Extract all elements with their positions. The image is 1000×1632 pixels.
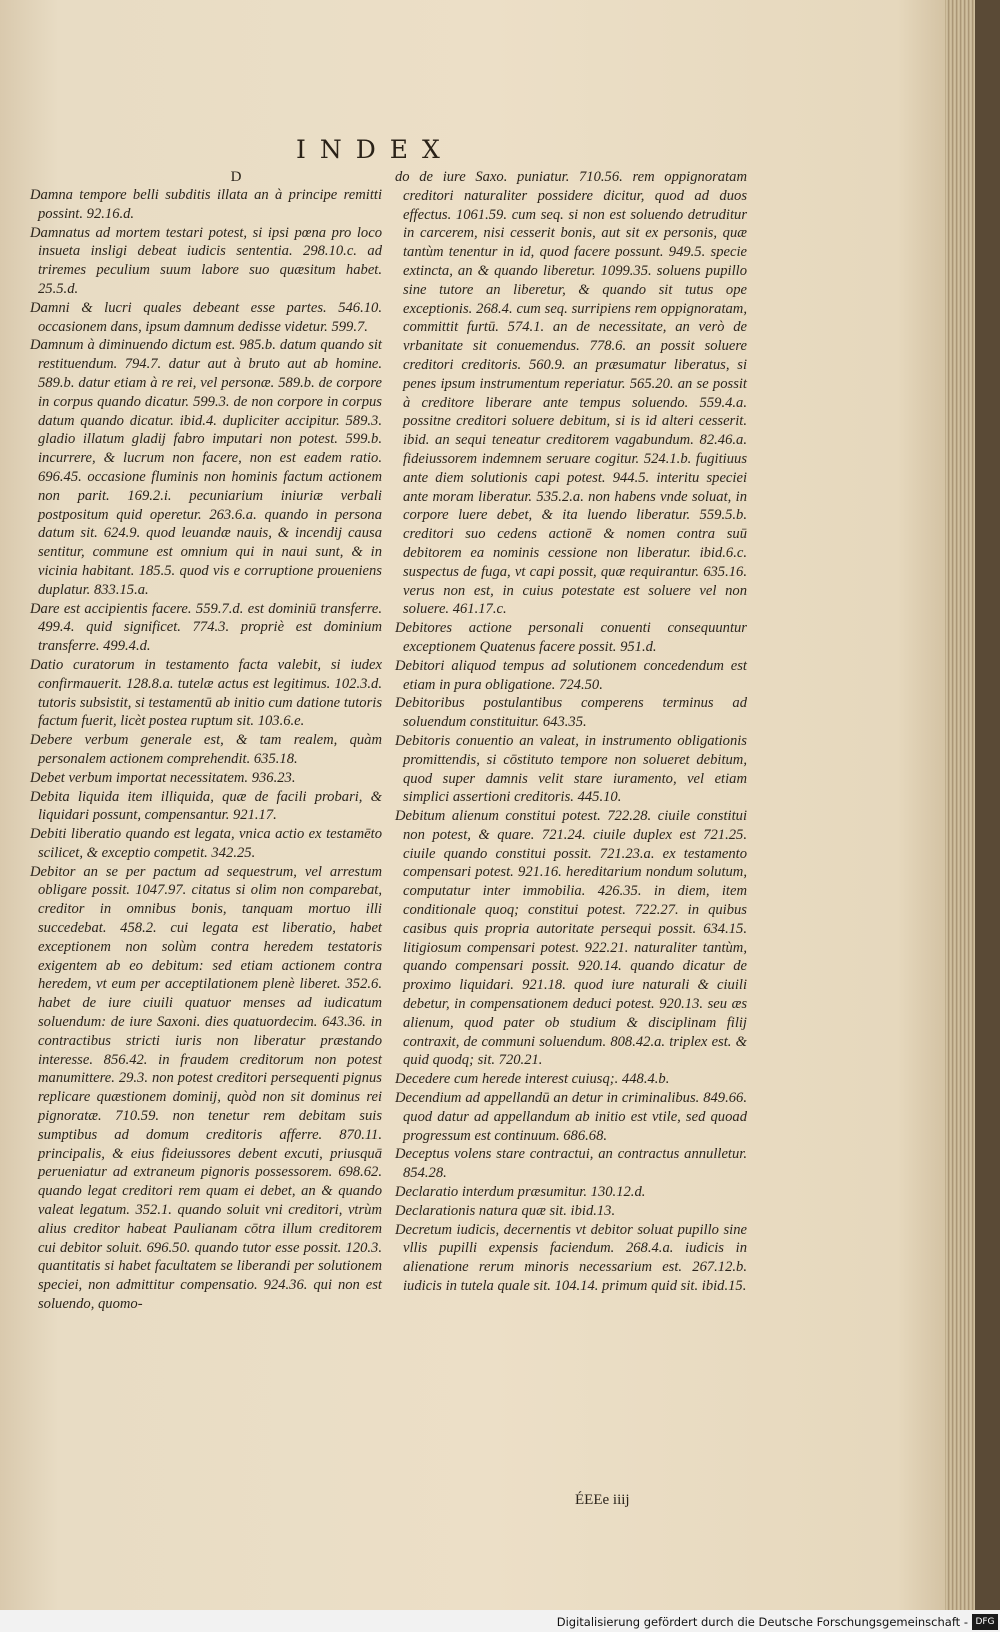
index-entry: Debitoribus postulantibus comperens terminus ad soluendum constituitur. 643.35. (395, 695, 747, 731)
index-entry: Debita liquida item illiquida, quæ de facili probari, & liquidari possunt, compensantur. 921.17. (30, 788, 382, 824)
index-entry: Debere verbum generale est, & tam realem, quàm personalem actionem comprehendit. 635.18. (30, 732, 382, 767)
signature-mark: ÉEEe iiij (575, 1492, 630, 1508)
index-entry: Deceptus volens stare contractui, an contractus annulletur. 854.28. (395, 1146, 747, 1182)
index-entry: Declarationis natura quæ sit. ibid.13. (395, 1202, 616, 1219)
index-entry: Damna tempore belli subditis illata an à principe remitti possint. 92.16.d. (30, 187, 382, 222)
index-entry: Declaratio interdum præsumitur. 130.12.d. (395, 1184, 646, 1201)
funding-text: Digitalisierung gefördert durch die Deutsche Forschungsgemeinschaft - (556, 1615, 968, 1629)
index-entry: do de iure Saxo. puniatur. 710.56. rem oppignoratam creditori naturaliter possidere dicitur, quod ad duos effectus. 1061.59. cum seq. si non est soluendo detruditur in carcerem, nisi cesserit bonis, aut sit ex personis, quæ tantùm tenentur in id, quod facere possunt. 949.5. specie extincta, an & quando liberetur. 1099.35. soluens pupillo sine tutore an liberetur, & quando sit tutus ope exceptionis. 268.4. cum seq. surripiens rem oppignoratam, committit furtū. 574.1. an de necessitate, an verò de vrbanitate sit conuemendus. 778.6. an possit soluere creditori creditoris. 560.9. an præsumatur liberatus, si penes ipsum instrumentum reperiatur. 565.20. an se possit à creditore liberare ante tempus soluendo. 559.4.a. possitne creditori soluere debitum, si is id alteri cesserit. ibid. an sequi teneatur creditorem vagabundum. 82.46.a. fideiussorem indemnem seruare cogitur. 524.1.b. fugitiuus ante diem solutionis capi potest. 944.5. interitu speciei ante moram liberatur. 535.2.a. non habens vnde soluat, in corpore luere debet, & ita luendo liberatur. 559.5.b. creditori suo cedens actionē & nomen contra suū debitorem ea nominis cessione non liberatur. ibid.6.c. suspectus de fuga, vt capi possit, quæ requirantur. 635.16. verus non est, in cuius potestate est soluere vel non soluere. 461.17.c. (395, 169, 747, 618)
dfg-logo: DFG (972, 1614, 998, 1630)
left-column (30, 168, 382, 1314)
right-column (395, 168, 747, 1296)
index-entry: Damnatus ad mortem testari potest, si ipsi pœna pro loco insueta insligi debeat iudicis sententia. 298.10.c. ad triremes peculium suum labore suo quæsitum habet. 25.5.d. (30, 224, 382, 297)
index-entry: Decretum iudicis, decernentis vt debitor soluat pupillo sine vllis pupilli expensis faciendum. 268.4.a. iudicis in alienatione rerum minoris necessarium est. 267.12.b. iudicis in tutela quale sit. 104.14. primum quid sit. ibid.15. (395, 1221, 747, 1295)
index-entry: Dare est accipientis facere. 559.7.d. est dominiū transferre. 499.4. quid significet. 774.3. propriè est dominium transferre. 499.4.d. (30, 600, 382, 655)
index-entry: Debitoris conuentio an valeat, in instrumento obligationis promittendis, si cōstituto tempore non solueret debitum, quod super damnis velit stare iuramento, vel etiam simplici assertioni creditoris. 445.10. (395, 732, 747, 806)
index-entry: Debitor an se per pactum ad sequestrum, vel arrestum obligare possit. 1047.97. citatus si olim non comparebat, creditor in omnibus bonis, tanquam mortuo illi succedebat. 458.2. cui legata est liberatio, habet exceptionem non solùm contra heredem testatoris exigentem ab eo debitum: sed etiam actionem contra heredem, vt eum per acceptilationem plenè liberet. 352.6. habet de iure ciuili quatuor menses ad iudicatum soluendum: de iure Saxoni. dies quatuordecim. 643.36. in contractibus stricti iuris non liberatur præstando interesse. 856.42. in fraudem creditorum non potest manumittere. 29.3. non potest creditori persequenti pignus replicare quæstionem dominij, quòd non sit dominus rei pignoratæ. 710.59. non tenetur rem debitam suis sumptibus ad domum creditoris afferre. 870.11. principalis, & eius fideiussores debent excuti, priusquā perueniatur ad extraneum pignoris possessorem. 698.62. quando legat creditori rem quam ei debet, an & quando valeat legatum. 352.1. quando soluit vni creditori, vtrùm alius creditor habeat Paulianam cōtra illum creditorem cui debitor soluit. 696.50. quando tutor esse possit. 120.3. quantitatis si habet facultatem se liberandi per solutionem speciei, non admittitur compensatio. 924.36. qui non est soluendo, quomo- (30, 863, 382, 1313)
index-entry: Debitum alienum constitui potest. 722.28. ciuile constitui non potest, & quare. 721.24. ciuile duplex est 721.25. ciuile quando constitui possit. 721.23.a. ex testamento compensari potest. 921.16. hereditarium nondum solutum, computatur inter immobilia. 426.35. in diem, item conditionale quoq; constitui potest. 722.27. in quibus casibus quis propria autoritate persequi possit. 634.15. litigiosum compensari potest. 922.21. naturaliter tantùm, quando compensari possit. 920.14. quando dicatur de proximo liquidari. 921.18. quod iure naturali & ciuili debetur, in compensationem deduci potest. 920.13. seu æs alienum, quod pater ob studium & disciplinam filij contraxit, de communi soluendum. 808.42.a. triplex est. & quid quodq; sit. 720.21. (395, 808, 747, 1069)
index-entry: Datio curatorum in testamento facta valebit, si iudex confirmauerit. 128.8.a. tutelæ actus est legitimus. 102.3.d. tutoris subsistit, si testamentū ab initio cum datione tutoris factum fuerit, licèt postea ruptum sit. 103.6.e. (30, 656, 382, 730)
index-entry: Decedere cum herede interest cuiusq;. 448.4.b. (395, 1071, 670, 1088)
index-entry: Debet verbum importat necessitatem. 936.23. (30, 769, 296, 786)
index-entry: Debiti liberatio quando est legata, vnica actio ex testamēto scilicet, & exceptio competit. 342.25. (30, 826, 382, 861)
index-entry: Debitores actione personali conuenti consequuntur exceptionem Quatenus facere possit. 951.d. (395, 620, 747, 655)
index-entry: Debitori aliquod tempus ad solutionem concedendum est etiam in pura obligatione. 724.50. (395, 657, 747, 693)
funding-banner (0, 1610, 1000, 1632)
section-letter: D (230, 169, 242, 185)
index-entry: Damni & lucri quales debeant esse partes. 546.10. occasionem dans, ipsum damnum dedisse videtur. 599.7. (30, 299, 382, 335)
page-edge (945, 0, 975, 1610)
page-title: INDEX (296, 135, 454, 164)
index-entry: Damnum à diminuendo dictum est. 985.b. datum quando sit restituendum. 794.7. datur aut à bruto aut ab homine. 589.b. datur etiam à re rei, vel personæ. 589.b. de corpore in corpus quando dicatur. 599.3. de non corpore in corpus datum quando dicatur. ibid.4. dupliciter accipitur. 589.3. gladio illatum gladij fabro imputari non potest. 599.b. incurrere, & lucrum non facere, non est eadem ratio. 696.45. occasione fluminis non hominis factum actionem non parit. 169.2.i. pecuniarium iniuriæ verbali postpositum quid operetur. 263.6.a. quando in persona datum sit. 624.9. quod leuandæ nauis, & incendij causa sentitur, commune est omnium qui in naui sunt, & in vicinia habitant. 185.5. quod vis e corruptione proueniens duplatur. 833.15.a. (30, 337, 382, 598)
index-entry: Decendium ad appellandū an detur in criminalibus. 849.66. quod datur ad appellandum ab initio est vtile, sed quoad progressum est continuum. 686.68. (395, 1090, 747, 1144)
